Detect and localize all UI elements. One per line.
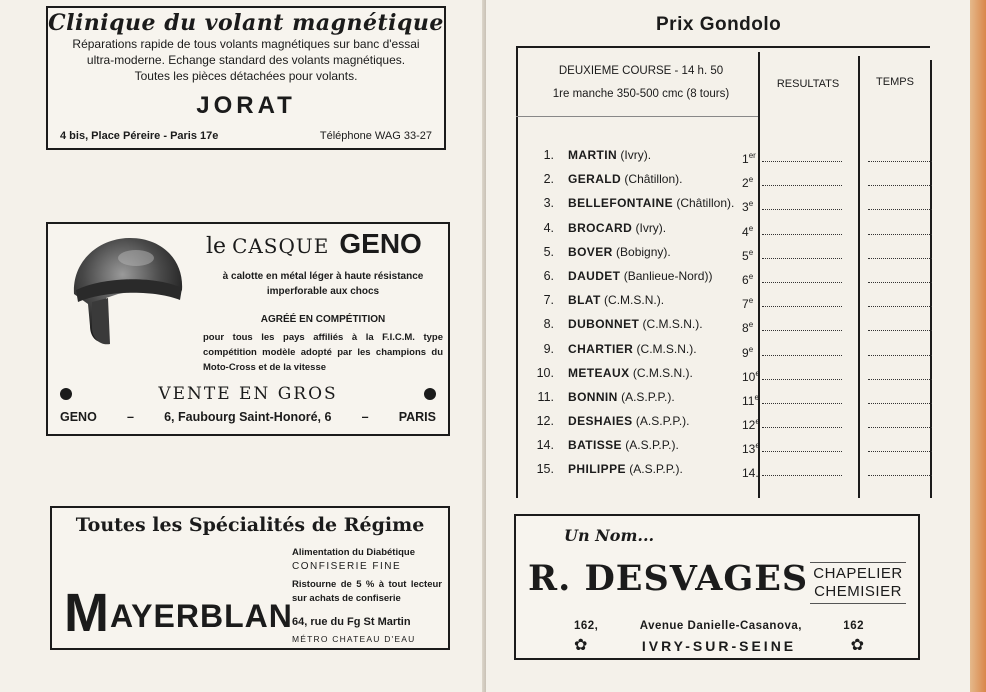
entry-rank-value: 8 <box>742 321 749 336</box>
entry-rank-value: 1 <box>742 152 749 166</box>
time-blank[interactable] <box>868 403 932 404</box>
time-blank[interactable] <box>868 234 932 235</box>
entry-club: (Ivry). <box>620 148 652 162</box>
entry-rider <box>568 462 683 476</box>
left-page <box>0 0 484 692</box>
race-manche: 1re manche 350-500 cmc (8 tours) <box>552 88 730 100</box>
time-blank[interactable] <box>868 379 932 380</box>
ad-geno-casque: CASQUE <box>232 234 330 258</box>
ad-jorat-phone: Téléphone WAG 33-27 <box>319 130 432 142</box>
entry-club: (Ivry). <box>635 220 667 235</box>
entry-rank-suffix: e <box>748 223 754 233</box>
ad-jorat <box>46 6 446 150</box>
entry-rank-suffix: e <box>748 247 754 257</box>
bullet-icon <box>60 388 72 400</box>
entry-name: DESHAIES <box>568 414 633 429</box>
entry-rank <box>742 175 753 190</box>
result-blank[interactable] <box>762 209 842 210</box>
entry-number: 3. <box>543 196 554 211</box>
entry-club: (C.M.S.N.). <box>642 317 703 332</box>
time-blank[interactable] <box>868 306 932 307</box>
entry-number: 9. <box>543 341 554 356</box>
entry-rider <box>568 245 671 259</box>
entry-rank <box>742 320 753 335</box>
result-blank[interactable] <box>762 258 842 259</box>
result-blank[interactable] <box>762 330 842 331</box>
table-row <box>526 144 930 168</box>
entry-club: (C.M.S.N.). <box>632 365 693 380</box>
ad-geno-desc: imperforable aux chocs <box>266 286 380 297</box>
ad-jorat-brand: JORAT <box>196 92 296 119</box>
table-row <box>526 168 930 192</box>
table-row <box>526 192 930 216</box>
entry-name: MARTIN <box>568 148 618 162</box>
ad-geno-vente: VENTE EN GROS <box>158 384 338 404</box>
entry-rank-suffix: e <box>755 417 760 427</box>
ad-mayerblan-alim: Alimentation du Diabétique <box>292 547 415 558</box>
entry-rank-suffix: e <box>755 368 760 378</box>
entries-list <box>526 144 930 483</box>
entry-rank <box>742 272 753 287</box>
result-blank[interactable] <box>762 185 842 186</box>
ad-geno <box>46 222 450 436</box>
entry-number: 7. <box>543 293 554 308</box>
entry-rider <box>568 438 679 452</box>
ad-desvages-num: 162 <box>843 620 864 632</box>
right-page <box>486 0 970 692</box>
entry-rider <box>568 414 690 428</box>
entry-rank-suffix: e <box>748 344 754 354</box>
entry-number: 14. <box>536 438 554 453</box>
entry-rank <box>742 465 759 480</box>
flower-icon: ✿ <box>574 637 588 654</box>
entry-rank-suffix: e <box>748 271 754 281</box>
entry-name: BONNIN <box>568 389 618 404</box>
entry-name: PHILIPPE <box>568 462 626 477</box>
helmet-icon <box>66 232 188 352</box>
entry-rank <box>742 151 756 166</box>
time-blank[interactable] <box>868 209 932 210</box>
entry-rider <box>568 269 712 283</box>
entry-name: BATISSE <box>568 438 622 453</box>
ad-desvages-street: Avenue Danielle-Casanova, <box>639 620 802 632</box>
entry-name: GERALD <box>568 172 622 187</box>
result-blank[interactable] <box>762 355 842 356</box>
entry-number: 6. <box>543 268 554 283</box>
time-blank[interactable] <box>868 475 932 476</box>
entry-rank-suffix: e <box>748 296 754 306</box>
time-blank[interactable] <box>868 161 932 162</box>
race-table <box>516 46 930 498</box>
ad-geno-agree: AGRÉÉ EN COMPÉTITION <box>260 314 386 325</box>
entry-number: 1. <box>543 148 554 162</box>
result-blank[interactable] <box>762 306 842 307</box>
table-row <box>526 434 930 458</box>
table-row <box>526 410 930 434</box>
entry-number: 12. <box>536 414 554 429</box>
ad-geno-desc: à calotte en métal léger à haute résistance <box>222 271 424 282</box>
results-column-header: RESULTATS <box>776 78 840 90</box>
entry-rank-value: 12 <box>742 418 756 433</box>
table-row <box>526 217 930 241</box>
entry-number: 11. <box>537 389 554 404</box>
table-row <box>526 241 930 265</box>
ad-geno-competition: pour tous les pays affiliés à la F.I.C.M. type compétition modèle adopté par les champions du Moto-Cross et de la vitesse <box>203 332 443 373</box>
ad-geno-addr-city: PARIS <box>398 410 436 424</box>
entry-rank-suffix: er <box>748 151 756 160</box>
entry-rank-suffix: e <box>755 441 760 451</box>
ad-mayerblan-brand <box>64 582 293 644</box>
entry-rank-value: 13 <box>742 442 756 457</box>
entry-club: (Châtillon). <box>624 172 683 187</box>
entry-name: BOVER <box>568 244 613 259</box>
ad-geno-brand: GENO <box>339 228 422 259</box>
flower-icon: ✿ <box>850 637 864 654</box>
ad-desvages-city: IVRY-SUR-SEINE <box>641 638 797 654</box>
result-blank[interactable] <box>762 161 842 162</box>
entry-rider <box>568 196 734 210</box>
time-blank[interactable] <box>868 330 932 331</box>
time-blank[interactable] <box>868 355 932 356</box>
time-blank[interactable] <box>868 185 932 186</box>
ad-desvages-tagline: Un Nom... <box>564 526 655 545</box>
entry-name: DAUDET <box>568 268 621 283</box>
entry-rider <box>568 221 666 235</box>
table-row <box>526 265 930 289</box>
entry-club: (Bobigny). <box>616 244 671 259</box>
entry-rank <box>742 199 753 214</box>
entry-rank <box>742 248 753 263</box>
entry-rank-value: 3 <box>742 200 749 215</box>
result-blank[interactable] <box>762 234 842 235</box>
ad-geno-le: le <box>206 234 227 259</box>
ad-desvages-name: R. DESVAGES <box>528 558 809 599</box>
entry-rank-suffix: e <box>748 199 754 209</box>
ad-geno-dash: – <box>126 410 134 424</box>
time-blank[interactable] <box>868 258 932 259</box>
race-course: DEUXIEME COURSE - 14 h. 50 <box>558 65 724 77</box>
entry-club: (Châtillon). <box>676 196 735 211</box>
page-title: Prix Gondolo <box>656 14 782 35</box>
entry-rank-value: 4 <box>742 224 749 239</box>
entry-rank <box>742 441 760 456</box>
table-row <box>526 362 930 386</box>
table-row <box>526 386 930 410</box>
result-blank[interactable] <box>762 475 842 476</box>
entry-number: 8. <box>543 317 554 332</box>
ad-jorat-address: 4 bis, Place Péreire - Paris 17e <box>60 130 219 142</box>
entry-rank-value: 9 <box>742 345 749 360</box>
ad-mayerblan-title: Toutes les Spécialités de Régime <box>75 514 425 536</box>
entry-rider <box>568 172 682 186</box>
entry-name: DUBONNET <box>568 317 640 332</box>
ad-desvages-prof: CHAPELIER <box>813 565 903 582</box>
ad-desvages-prof: CHEMISIER <box>814 583 902 600</box>
entry-rank-value: 10 <box>742 369 756 384</box>
entry-rank-value: 6 <box>742 272 749 287</box>
entry-name: BLAT <box>568 293 601 308</box>
table-row <box>526 338 930 362</box>
ad-mayerblan-brand-rest: AYERBLAN <box>109 598 293 634</box>
entry-rank <box>742 224 753 239</box>
result-blank[interactable] <box>762 451 842 452</box>
ad-geno-addr-name: GENO <box>60 410 97 424</box>
time-column-header: TEMPS <box>876 76 914 88</box>
entry-rank <box>742 393 759 408</box>
ad-mayerblan-conf: CONFISERIE FINE <box>292 561 402 572</box>
entry-rank <box>742 345 753 360</box>
result-blank[interactable] <box>762 379 842 380</box>
entry-name: METEAUX <box>568 365 630 380</box>
entry-club: (C.M.S.N.). <box>636 341 697 356</box>
entry-rank <box>742 369 760 384</box>
entry-rank-value: 11 <box>742 393 755 408</box>
ad-mayerblan-ristourne: Ristourne de 5 % à tout lecteur sur achats de confiserie <box>292 579 442 604</box>
entry-rider <box>568 293 664 307</box>
result-blank[interactable] <box>762 282 842 283</box>
entry-rank-value: 7 <box>742 297 749 312</box>
entry-club: (A.S.P.P.). <box>629 462 683 477</box>
ad-jorat-line: ultra-moderne. Echange standard des volants magnétiques. <box>86 53 406 67</box>
entry-rank-value: 14. <box>742 466 759 481</box>
ad-mayerblan-metro: MÉTRO CHATEAU D'EAU <box>292 634 416 644</box>
entry-number: 10. <box>536 365 554 380</box>
entry-name: CHARTIER <box>568 341 634 356</box>
entry-rank <box>742 296 753 311</box>
book-edge <box>970 0 986 692</box>
time-blank[interactable] <box>868 427 932 428</box>
ad-geno-addr-street: 6, Faubourg Saint-Honoré, 6 <box>164 410 332 424</box>
entry-club: (C.M.S.N.). <box>604 293 665 308</box>
entry-rider <box>568 148 651 162</box>
entry-number: 5. <box>543 244 554 259</box>
ad-mayerblan-initial: M <box>64 583 110 643</box>
entry-rider <box>568 342 697 356</box>
entry-rank-suffix: e <box>748 320 754 330</box>
time-blank[interactable] <box>868 451 932 452</box>
entry-number: 2. <box>543 172 554 187</box>
entry-club: (A.S.P.P.). <box>625 438 679 453</box>
ad-desvages-num: 162, <box>574 620 599 632</box>
table-row <box>526 458 930 482</box>
entry-name: BELLEFONTAINE <box>568 196 673 211</box>
entry-club: (A.S.P.P.). <box>621 389 675 404</box>
result-blank[interactable] <box>762 403 842 404</box>
entry-number: 4. <box>543 220 554 235</box>
entry-rank-value: 2 <box>742 176 749 191</box>
table-row <box>526 313 930 337</box>
entry-rank-suffix: e <box>754 392 759 402</box>
entry-rider <box>568 366 693 380</box>
entry-rider <box>568 390 675 404</box>
entry-rank-value: 5 <box>742 248 749 263</box>
entry-club: (A.S.P.P.). <box>635 414 690 429</box>
time-blank[interactable] <box>868 282 932 283</box>
result-blank[interactable] <box>762 427 842 428</box>
entry-club: (Banlieue-Nord)) <box>623 268 713 283</box>
entry-number: 15. <box>536 462 554 477</box>
ad-mayerblan-address: 64, rue du Fg St Martin <box>292 616 411 628</box>
ad-geno-dash: – <box>361 410 369 424</box>
entry-name: BROCARD <box>568 220 633 235</box>
entry-rider <box>568 317 703 331</box>
bullet-icon <box>424 388 436 400</box>
ad-desvages <box>514 514 920 660</box>
ad-jorat-line: Réparations rapide de tous volants magnétiques sur banc d'essai <box>72 37 420 51</box>
ad-mayerblan <box>50 506 450 650</box>
entry-rank <box>742 417 760 432</box>
entry-rank-suffix: e <box>748 175 754 185</box>
table-row <box>526 289 930 313</box>
ad-jorat-line: Toutes les pièces détachées pour volants. <box>134 69 358 83</box>
ad-jorat-title: Clinique du volant magnétique <box>48 10 444 36</box>
